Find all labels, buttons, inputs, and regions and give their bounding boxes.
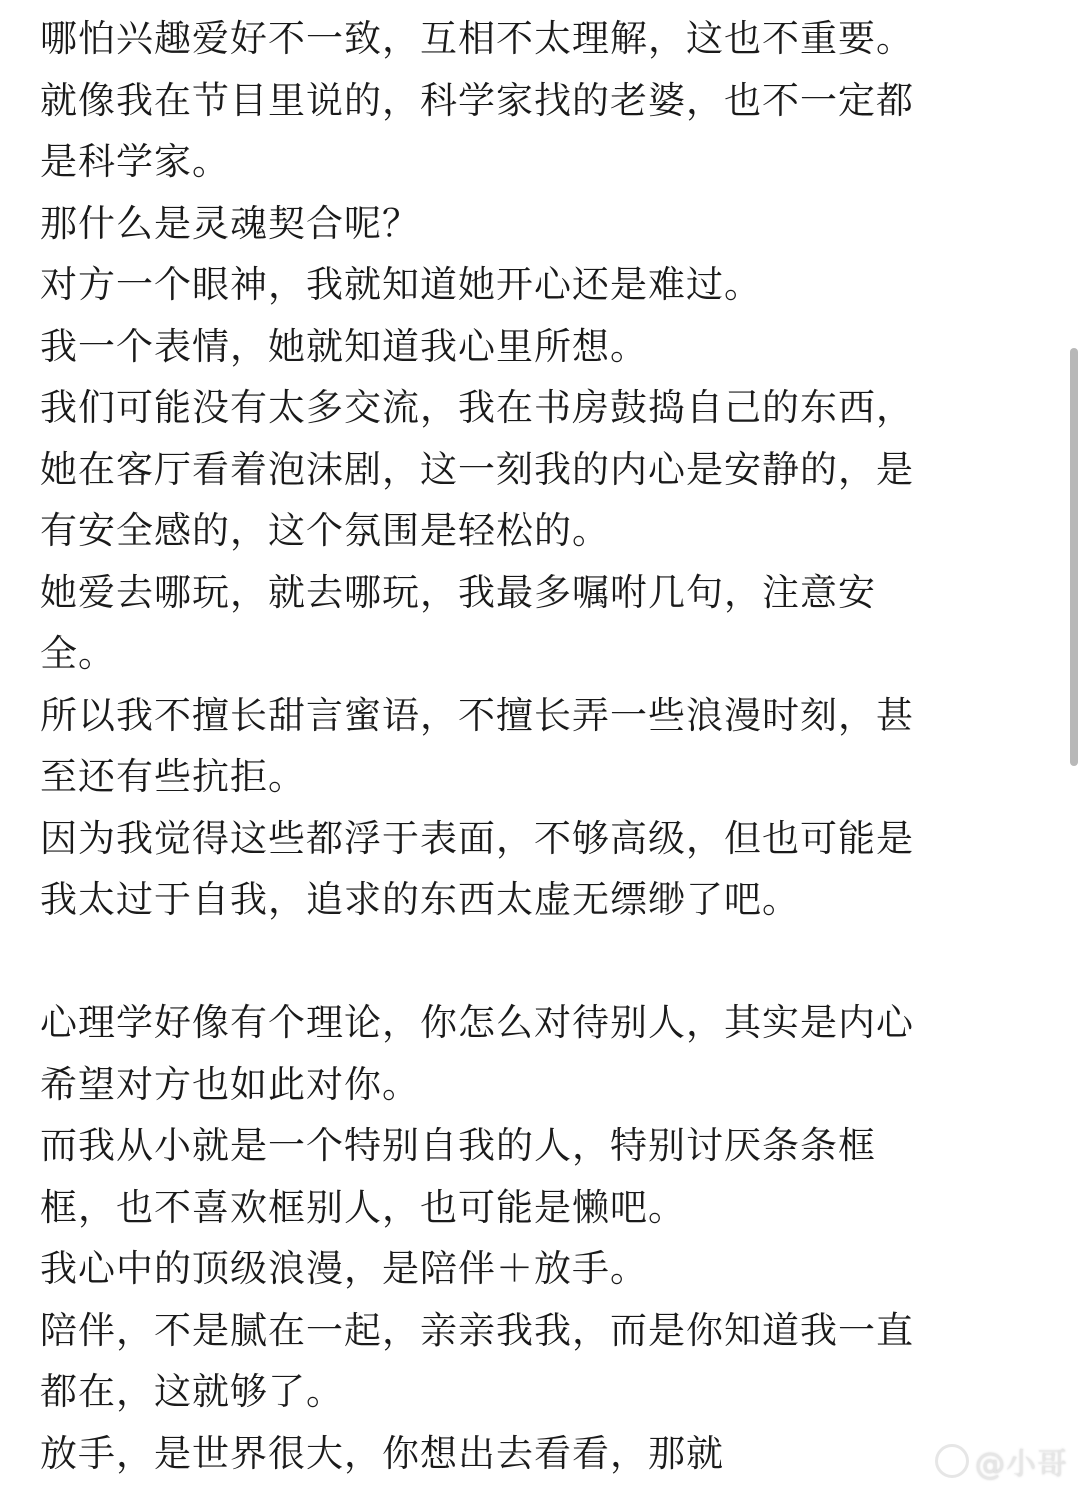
article-body: [40, 8, 1025, 1484]
paragraph-1: [40, 8, 1025, 931]
text-line: 而我从小就是一个特别自我的人，特别讨厌条条框: [40, 1124, 876, 1167]
text-line: 哪怕兴趣爱好不一致，互相不太理解，这也不重要。: [40, 17, 914, 60]
text-line: 我心中的顶级浪漫，是陪伴＋放手。: [40, 1247, 648, 1290]
text-line: 全。: [40, 632, 116, 675]
text-line: 框，也不喜欢框别人，也可能是懒吧。: [40, 1185, 686, 1229]
text-line: 所以我不擅长甜言蜜语，不擅长弄一些浪漫时刻，甚: [40, 693, 914, 737]
text-line: 我一个表情，她就知道我心里所想。: [40, 324, 648, 368]
text-line: 我太过于自我，追求的东西太虚无缥缈了吧。: [40, 878, 800, 921]
text-line: 她在客厅看着泡沫剧，这一刻我的内心是安静的，是: [40, 447, 914, 491]
weibo-logo-icon: [935, 1444, 969, 1478]
watermark: [935, 1441, 1068, 1481]
text-line: 都在，这就够了。: [40, 1370, 344, 1413]
text-line: 是科学家。: [40, 140, 230, 183]
text-line: 心理学好像有个理论，你怎么对待别人，其实是内心: [40, 1001, 914, 1044]
paragraph-gap: [40, 931, 1025, 993]
paragraph-2: [40, 992, 1025, 1484]
text-line: 放手，是世界很大，你想出去看看，那就: [40, 1431, 724, 1475]
text-line: 我们可能没有太多交流，我在书房鼓捣自己的东西，: [40, 386, 914, 429]
watermark-text: @小哥: [975, 1447, 1068, 1482]
text-line: 就像我在节目里说的，科学家找的老婆，也不一定都: [40, 78, 914, 122]
text-line: 因为我觉得这些都浮于表面，不够高级，但也可能是: [40, 816, 914, 860]
text-line: 有安全感的，这个氛围是轻松的。: [40, 509, 610, 552]
text-line: 对方一个眼神，我就知道她开心还是难过。: [40, 263, 762, 306]
text-line: 陪伴，不是腻在一起，亲亲我我，而是你知道我一直: [40, 1308, 914, 1352]
vertical-scrollbar[interactable]: [1070, 348, 1078, 766]
text-line: 希望对方也如此对你。: [40, 1062, 420, 1106]
text-line: 她爱去哪玩，就去哪玩，我最多嘱咐几句，注意安: [40, 570, 876, 614]
text-line: 那什么是灵魂契合呢？: [40, 201, 420, 245]
text-line: 至还有些抗拒。: [40, 755, 306, 798]
